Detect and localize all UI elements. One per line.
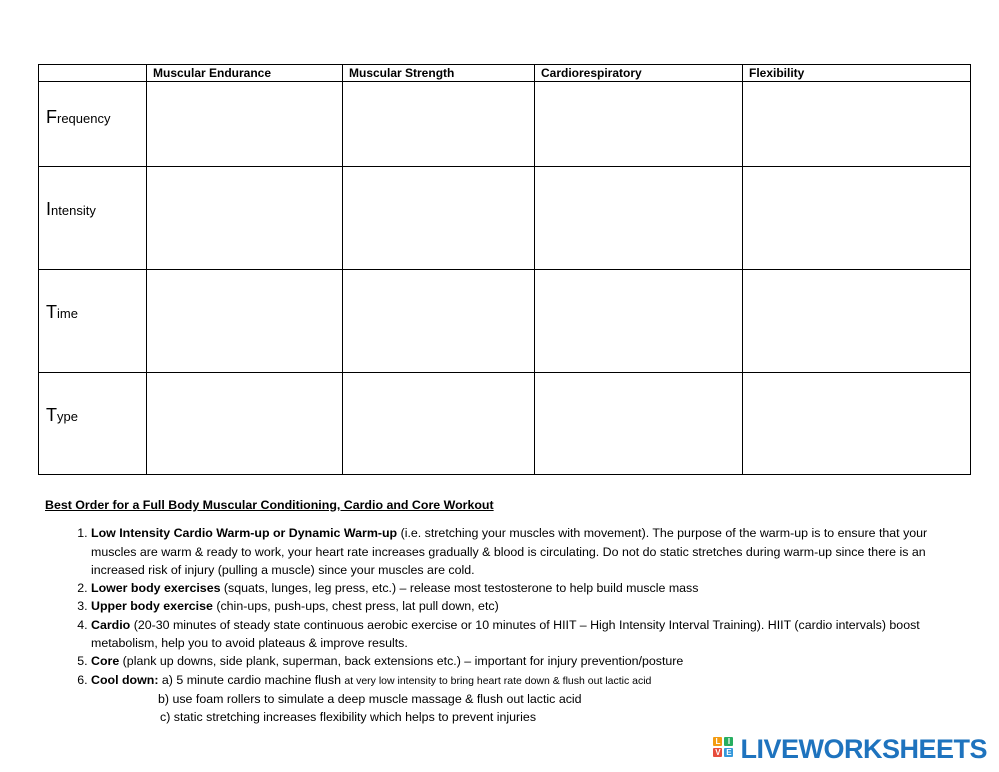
logo-mark-icon [713, 737, 737, 761]
table-row-type [39, 373, 971, 475]
row-initial: T [46, 405, 57, 426]
logo-letter: V [715, 748, 721, 757]
step-bold: Lower body exercises [91, 581, 221, 596]
step-text: (i.e. stretching your muscles with movement). The purpose of the warm-up is to ensure that your muscles are warm & ready to work, your heart rate increases gradually & blood is circulating. Do not do static stretches during warm-up since there is an increased risk of injury (pulling a muscle) since your muscles are cold. [91, 526, 928, 577]
table-cell[interactable] [535, 269, 743, 373]
row-label-type [39, 373, 147, 475]
logo-letter: I [724, 737, 733, 746]
row-initial: F [46, 107, 57, 128]
table-cell[interactable] [147, 269, 343, 373]
step-text: (squats, lunges, leg press, etc.) – release most testosterone to help build muscle mass [220, 581, 699, 596]
logo-letter: L [713, 737, 722, 746]
table-cell[interactable] [743, 167, 971, 270]
table-cell[interactable] [535, 82, 743, 167]
list-item [91, 524, 965, 579]
table-cell[interactable] [147, 167, 343, 270]
table-cell[interactable] [535, 167, 743, 270]
header-row [39, 65, 971, 82]
table-cell[interactable] [147, 373, 343, 475]
step-bold: Core [91, 654, 120, 669]
table-cell[interactable] [743, 373, 971, 475]
step-bold: Low Intensity Cardio Warm-up or Dynamic Warm-up [91, 526, 398, 541]
liveworksheets-logo[interactable] [713, 734, 987, 764]
table-cell[interactable] [343, 269, 535, 373]
step-bold: Upper body exercise [91, 599, 213, 614]
row-label-text: ype [57, 409, 78, 425]
header-flexibility: Flexibility [743, 65, 971, 82]
row-label-text: ime [57, 305, 78, 321]
step-small-text: at very low intensity to bring heart rate down & flush out lactic acid [344, 674, 652, 687]
step-bold: Cool down: [91, 672, 159, 687]
section-title: Best Order for a Full Body Muscular Conditioning, Cardio and Core Workout [45, 498, 494, 512]
list-item [91, 616, 965, 653]
table-cell[interactable] [343, 82, 535, 167]
list-item [91, 652, 965, 670]
row-label-time [39, 269, 147, 373]
cool-down-sub-c: c) static stretching increases flexibility which helps to prevent injuries [160, 710, 537, 725]
row-label-text: requency [57, 111, 111, 127]
row-initial: I [46, 199, 52, 220]
logo-letter: E [726, 748, 732, 757]
step-text: (chin-ups, push-ups, chest press, lat pull down, etc) [212, 599, 499, 614]
table-cell[interactable] [743, 82, 971, 167]
fitt-table [38, 64, 971, 475]
header-muscular-endurance: Muscular Endurance [147, 65, 343, 82]
list-item [91, 597, 965, 615]
header-muscular-strength: Muscular Strength [343, 65, 535, 82]
list-item [91, 579, 965, 597]
cool-down-sub-b: b) use foam rollers to simulate a deep muscle massage & flush out lactic acid [158, 691, 582, 706]
workout-steps-list [45, 524, 965, 726]
step-text: (plank up downs, side plank, superman, back extensions etc.) – important for injury prevention/posture [119, 654, 684, 669]
list-item [91, 671, 965, 727]
step-bold: Cardio [91, 617, 131, 632]
table-row-time [39, 269, 971, 373]
header-cell-empty [39, 65, 147, 82]
table-cell[interactable] [147, 82, 343, 167]
row-label-frequency [39, 82, 147, 167]
row-initial: T [46, 301, 57, 322]
logo-text: LIVEWORKSHEETS [740, 733, 987, 764]
table-cell[interactable] [535, 373, 743, 475]
row-label-intensity [39, 167, 147, 270]
workout-section [45, 496, 965, 727]
header-cardiorespiratory: Cardiorespiratory [535, 65, 743, 82]
table-row-frequency [39, 82, 971, 167]
row-label-text: ntensity [51, 203, 96, 219]
step-text: (20-30 minutes of steady state continuous aerobic exercise or 10 minutes of HIIT – High Intensity Interval Training). HIIT (cardio intervals) boost metabolism, help you to avoid plateaus & improve results. [91, 617, 920, 651]
table-cell[interactable] [743, 269, 971, 373]
table-cell[interactable] [343, 167, 535, 270]
step-text: a) 5 minute cardio machine flush [158, 672, 345, 687]
table-cell[interactable] [343, 373, 535, 475]
table-row-intensity [39, 167, 971, 270]
